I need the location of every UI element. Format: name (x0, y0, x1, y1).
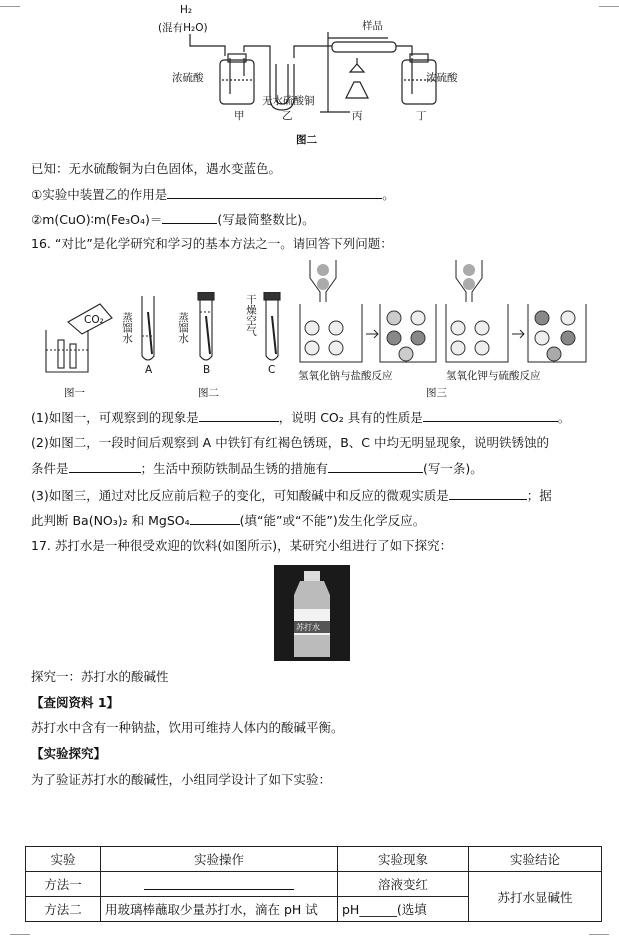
table-header-row (26, 847, 602, 872)
water2-label: 蒸馏水 (177, 312, 189, 344)
corner-mark-bl (10, 934, 30, 935)
co2-label: CO₂ (84, 314, 104, 326)
question-16: 16. “对比”是化学研究和学习的基本方法之一。请回答下列问题： (31, 236, 393, 251)
q1-blank[interactable] (167, 185, 382, 199)
q2-blank[interactable] (162, 210, 217, 224)
figure-1 (38, 300, 118, 400)
header-experiment: 实验 (26, 847, 101, 872)
part-3b (31, 511, 425, 530)
q1-end: 。 (382, 187, 395, 202)
tubes-drawing (118, 292, 288, 372)
q2-end: (写最简整数比)。 (217, 212, 315, 227)
experiment-table (25, 846, 602, 922)
known-text: 已知：无水硫酸铜为白色固体，遇水变蓝色。 (31, 161, 282, 176)
fig1-label: 图一 (64, 387, 85, 399)
question-17: 17. 苏打水是一种很受欢迎的饮料(如图所示)，某研究小组进行了如下探究： (31, 538, 453, 553)
beaker-drawing (38, 300, 118, 380)
label-bing: 丙 (352, 110, 363, 122)
apparatus-figure (150, 0, 470, 150)
p1c: 。 (557, 410, 571, 425)
table-row (26, 872, 602, 897)
row1-op-blank[interactable] (144, 876, 294, 890)
p2c: ；生活中预防铁制品生锈的措施有 (140, 461, 329, 476)
header-phenomenon: 实验现象 (338, 847, 469, 872)
label-ding: 丁 (416, 110, 427, 122)
sample-label: 样品 (362, 20, 383, 32)
corner-mark-tr (599, 6, 619, 7)
figure-2-tubes (118, 292, 288, 400)
cuso4-label: 无水硫酸铜 (262, 95, 315, 107)
experiment-title: 【实验探究】 (31, 746, 107, 761)
reference-1-title: 【查阅资料 1】 (31, 695, 120, 710)
tube-c-label: C (268, 364, 276, 376)
question-1 (31, 185, 395, 204)
row2-phenomenon: pH______(选填 (338, 897, 469, 922)
q1-text: ①实验中装置乙的作用是 (31, 187, 168, 202)
conclusion-cell: 苏打水显碱性 (469, 872, 602, 922)
p2-blank-a[interactable] (69, 459, 141, 473)
figure-3 (296, 258, 606, 400)
row2-name: 方法二 (26, 897, 101, 922)
part-1 (31, 408, 570, 427)
fig2-tubes-label: 图二 (198, 387, 219, 399)
p3c: 此判断 Ba(NO₃)₂ 和 MgSO₄ (31, 513, 190, 528)
dry-air-label: 干燥空气 (245, 294, 257, 336)
tube-b-label: B (203, 364, 211, 376)
corner-mark-br (589, 934, 609, 935)
corner-mark-tl (0, 6, 20, 7)
row1-name: 方法一 (26, 872, 101, 897)
question-2 (31, 210, 315, 229)
p1-blank-a[interactable] (199, 408, 279, 422)
label-yi: 乙 (282, 110, 293, 122)
p1b: ，说明 CO₂ 具有的性质是 (278, 410, 423, 425)
react1-label: 氢氧化钠与盐酸反应 (298, 370, 393, 382)
explore-1-title: 探究一：苏打水的酸碱性 (31, 669, 169, 684)
fig3-label: 图三 (426, 387, 447, 399)
acid-left-label: 浓硫酸 (172, 72, 204, 84)
acid-right-label: 浓硫酸 (426, 72, 458, 84)
bottle-drawing (274, 565, 350, 661)
label-jia: 甲 (234, 110, 245, 122)
q2-text: ②m(CuO)∶m(Fe₃O₄)＝ (31, 212, 163, 227)
reference-1-text: 苏打水中含有一种钠盐，饮用可维持人体内的酸碱平衡。 (31, 720, 344, 735)
react2-label: 氢氧化钾与硫酸反应 (446, 370, 541, 382)
bottle-brand: 苏打水 (296, 623, 320, 632)
ion-diagram (296, 258, 606, 368)
p2d: (写一条)。 (423, 461, 483, 476)
p2-blank-b[interactable] (328, 459, 423, 473)
soda-bottle-photo (274, 565, 350, 661)
p3b: ；据 (526, 488, 552, 503)
row2-operation: 用玻璃棒蘸取少量苏打水，滴在 pH 试 (101, 897, 338, 922)
row1-phenomenon: 溶液变红 (338, 872, 469, 897)
p1-blank-b[interactable] (423, 408, 558, 422)
figure-caption: 图二 (296, 134, 317, 146)
part-2a: (2)如图二，一段时间后观察到 A 中铁钉有红褐色锈斑，B、C 中均无明显现象，说明铁锈蚀的 (31, 435, 549, 450)
h2-note-label: (混有H₂O) (158, 22, 208, 34)
p3d: (填“能”或“不能”)发生化学反应。 (239, 513, 426, 528)
h2-label: H₂ (180, 4, 193, 16)
row1-operation[interactable] (101, 872, 338, 897)
p3-blank-a[interactable] (449, 486, 527, 500)
water1-label: 蒸馏水 (121, 312, 133, 344)
header-operation: 实验操作 (101, 847, 338, 872)
p3-blank-b[interactable] (190, 511, 240, 525)
header-conclusion: 实验结论 (469, 847, 602, 872)
part-3a (31, 486, 552, 505)
p1a: (1)如图一，可观察到的现象是 (31, 410, 199, 425)
p2b: 条件是 (31, 461, 69, 476)
tube-a-label: A (145, 364, 153, 376)
part-2b (31, 459, 483, 478)
experiment-text: 为了验证苏打水的酸碱性，小组同学设计了如下实验： (31, 772, 332, 787)
p3a: (3)如图三，通过对比反应前后粒子的变化，可知酸碱中和反应的微观实质是 (31, 488, 449, 503)
